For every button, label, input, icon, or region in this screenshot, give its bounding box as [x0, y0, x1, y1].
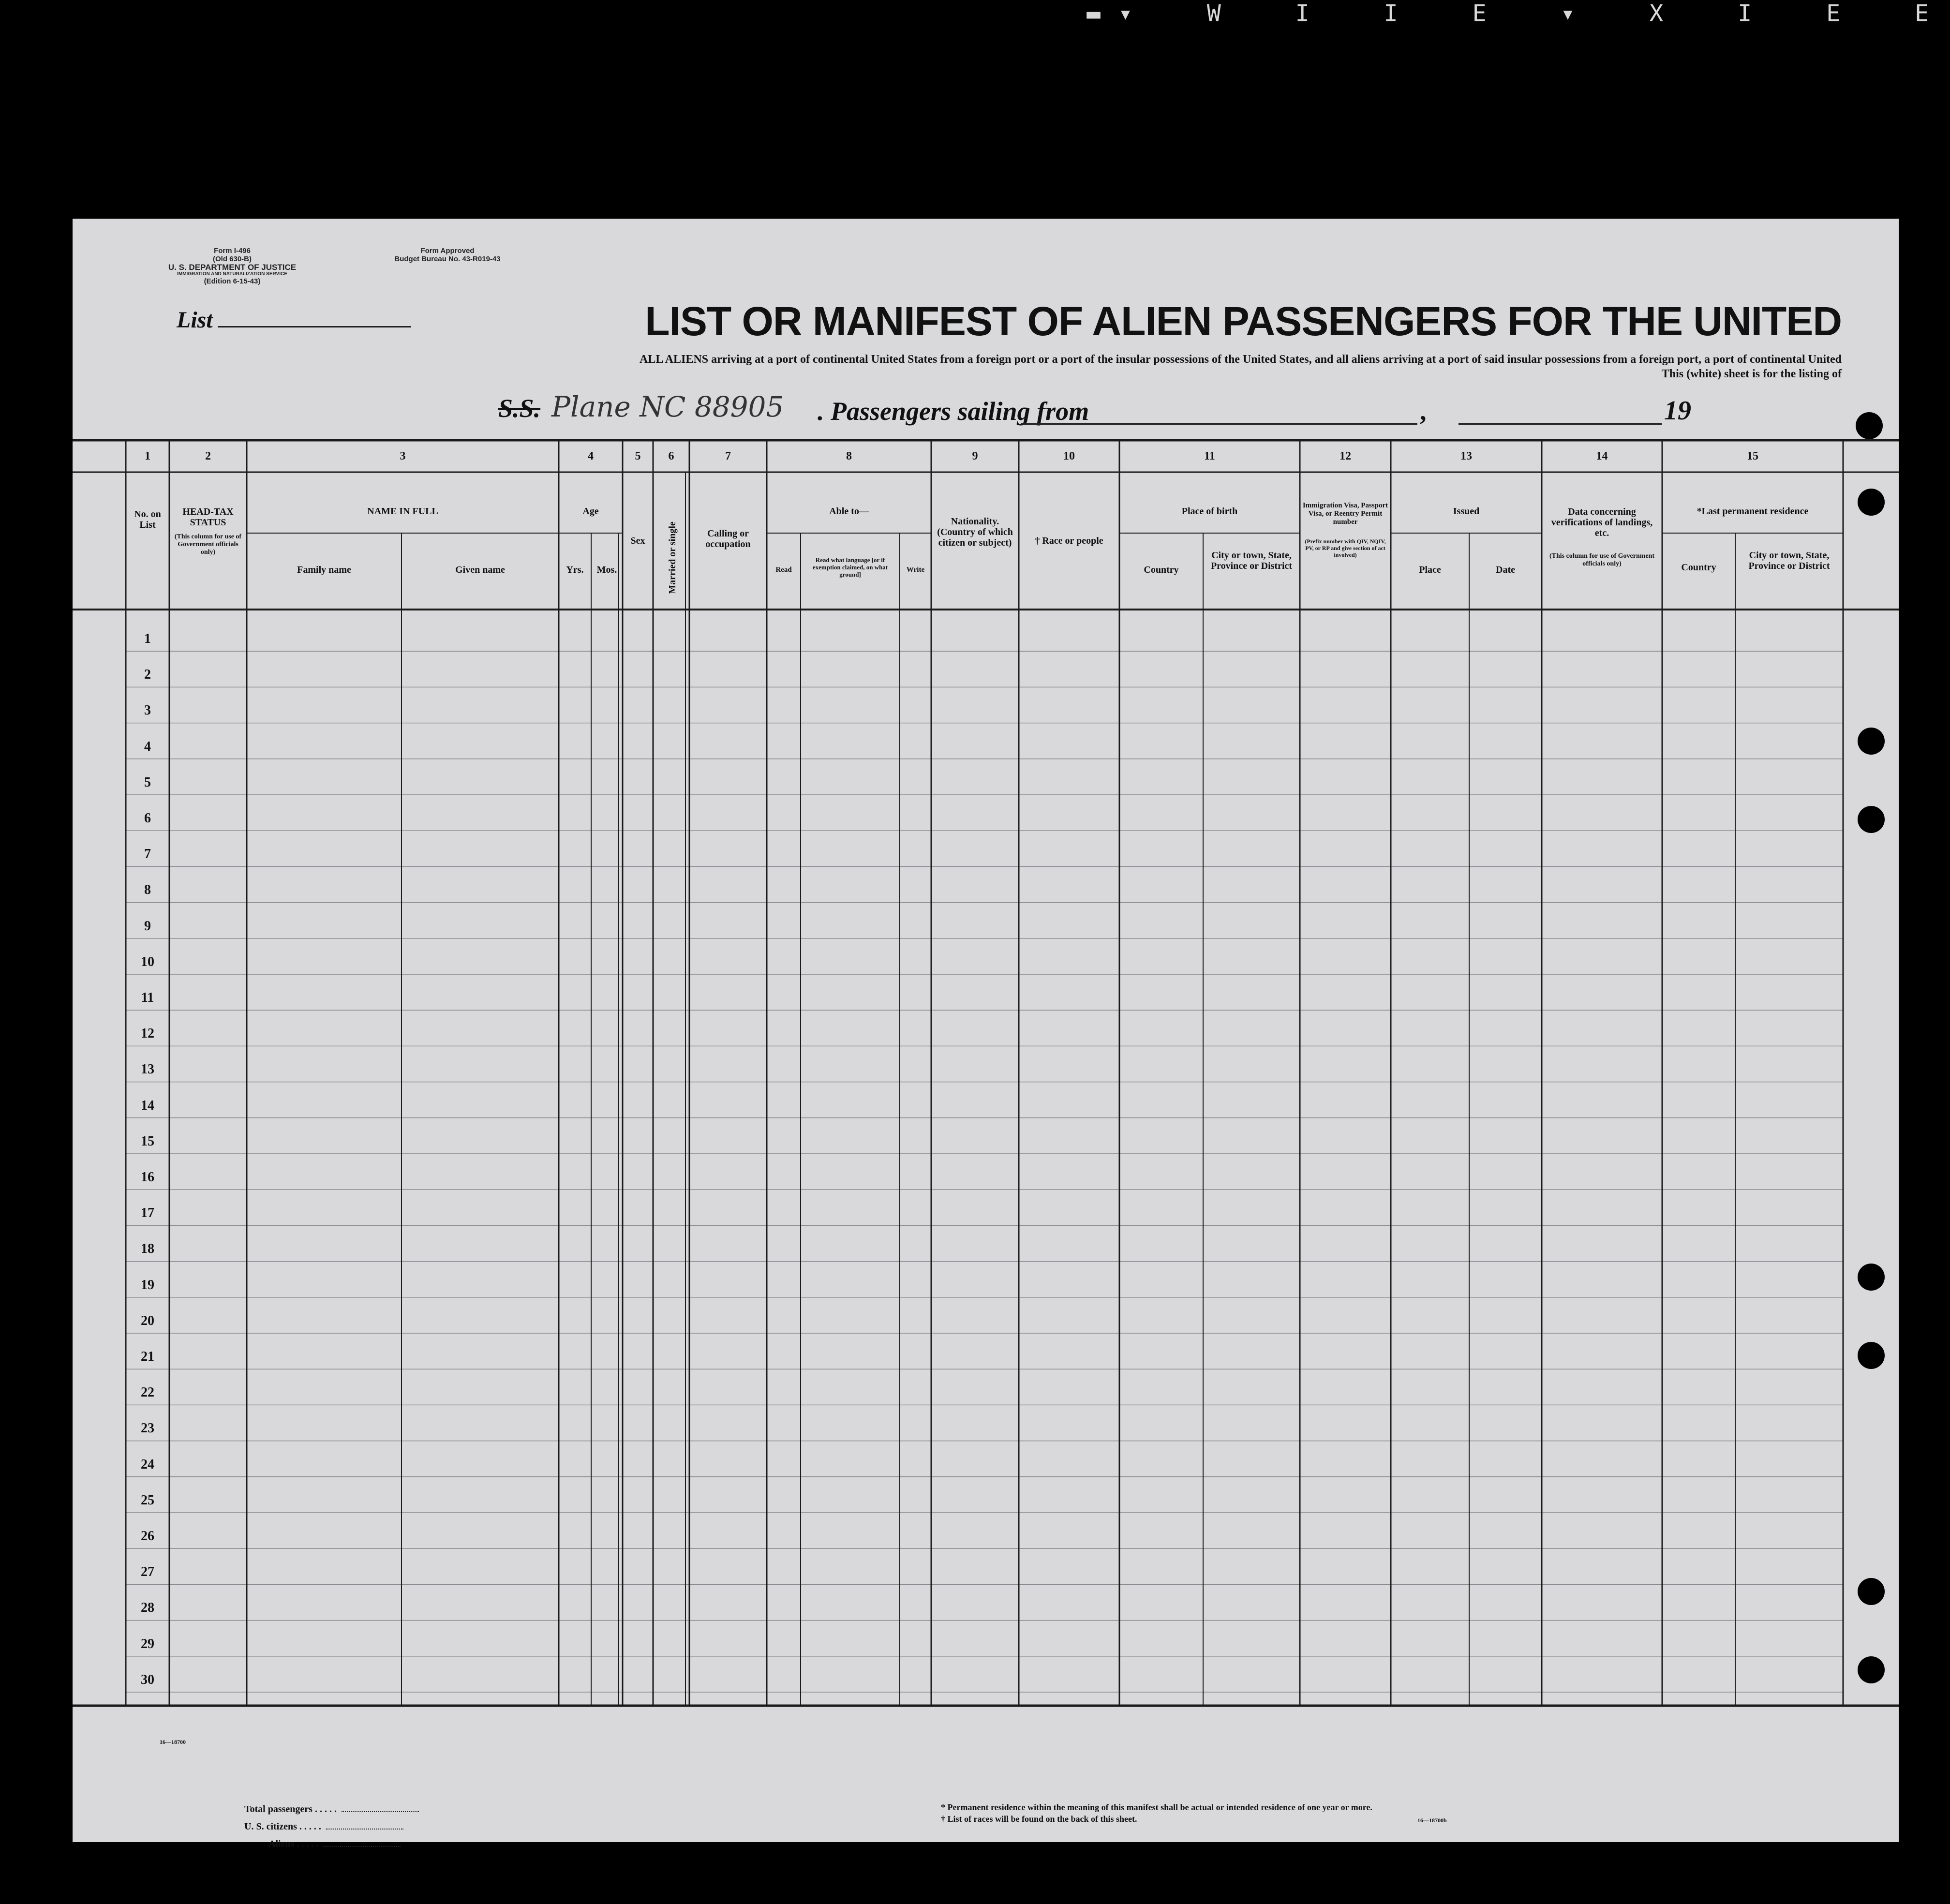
- binder-hole: [1858, 728, 1885, 755]
- film-mark: I: [1295, 0, 1311, 27]
- comma: ,: [1420, 397, 1427, 426]
- us-citizens-label: U. S. citizens: [244, 1821, 297, 1832]
- row-number: 15: [141, 1133, 154, 1149]
- film-mark: E: [1826, 0, 1843, 27]
- column-number-15: 15: [1747, 450, 1758, 462]
- page-title: LIST OR MANIFEST OF ALIEN PASSENGERS FOR THE UNITED: [645, 298, 1842, 344]
- binder-hole: [1858, 1264, 1885, 1291]
- film-mark: W: [1206, 0, 1223, 27]
- aliens-label: Aliens: [268, 1839, 295, 1849]
- row-number: 6: [144, 811, 151, 826]
- us-citizens-line: [326, 1829, 403, 1830]
- totals-block: Total passengers . . . . . U. S. citizens . . . . . Aliens . . . . .: [244, 1800, 419, 1853]
- col-4-months: Mos.: [596, 565, 617, 575]
- department-name: U. S. DEPARTMENT OF JUSTICE: [168, 263, 297, 272]
- binder-hole: [1858, 1578, 1885, 1605]
- col-11-city: City or town, State, Province or District: [1210, 550, 1293, 571]
- column-number-9: 9: [972, 450, 978, 462]
- row-number: 19: [141, 1277, 154, 1293]
- form-number: Form I-496: [214, 247, 251, 255]
- column-number-2: 2: [205, 450, 211, 462]
- film-mark: I: [1738, 0, 1754, 27]
- row-number: 9: [144, 918, 151, 934]
- col-2-note: (This column for use of Government officials only): [174, 533, 242, 556]
- column-number-8: 8: [846, 450, 852, 462]
- col-11-country: Country: [1144, 565, 1179, 575]
- aliens-line: [323, 1846, 401, 1847]
- col-8-language: Read what language [or if exemption claimed, on what ground]: [812, 556, 888, 578]
- col-13-heading: Issued: [1453, 506, 1480, 517]
- col-10-heading: † Race or people: [1035, 536, 1103, 546]
- footnotes: [941, 1801, 1372, 1825]
- column-number-1: 1: [145, 450, 150, 462]
- service-name: IMMIGRATION AND NATURALIZATION SERVICE: [177, 271, 287, 277]
- col-15-heading: *Last permanent residence: [1697, 506, 1809, 517]
- col-13-place: Place: [1419, 565, 1441, 575]
- film-mark: E: [1472, 0, 1489, 27]
- col-5-heading: Sex: [630, 536, 645, 546]
- total-passengers-line: [342, 1811, 419, 1812]
- film-mark: I: [1384, 0, 1400, 27]
- row-number: 23: [141, 1421, 154, 1436]
- column-number-13: 13: [1460, 450, 1472, 462]
- row-number: 4: [144, 739, 151, 754]
- row-number: 22: [141, 1385, 154, 1400]
- row-number: 5: [144, 774, 151, 790]
- ship-handwritten: Plane NC 88905: [551, 390, 784, 423]
- edition-date: (Edition 6-15-43): [204, 277, 261, 285]
- col-2-heading: HEAD-TAX STATUS: [182, 506, 234, 528]
- ss-label: S.S.: [498, 394, 541, 423]
- col-8-heading: Able to—: [829, 506, 869, 517]
- row-number: 24: [141, 1457, 154, 1472]
- column-number-4: 4: [588, 450, 594, 462]
- column-number-11: 11: [1204, 450, 1215, 462]
- footnote-permanent: * Permanent residence within the meaning of this manifest shall be actual or intended residence of one year or more.: [941, 1802, 1372, 1812]
- col-9-heading: Nationality. (Country of which citizen or subject): [937, 516, 1013, 548]
- row-number: 20: [141, 1313, 154, 1328]
- column-number-6: 6: [668, 450, 674, 462]
- col-13-date: Date: [1496, 565, 1515, 575]
- row-number: 29: [141, 1636, 154, 1651]
- row-number: 11: [141, 990, 154, 1005]
- film-mark: ▬ ▾: [1087, 0, 1134, 27]
- subtitle-line-1: ALL ALIENS arriving at a port of continental United States from a foreign port or a port of the insular possessions of the United States, and all aliens arriving at a port of said insular possessions from a foreign port, a port of continental United: [640, 353, 1842, 366]
- row-number: 7: [144, 847, 151, 862]
- print-code-right: 16—18700b: [1417, 1817, 1447, 1824]
- col-15-country: Country: [1681, 562, 1716, 573]
- row-number: 30: [141, 1672, 154, 1687]
- col-11-heading: Place of birth: [1181, 506, 1238, 517]
- col-14-heading: Data concerning verifications of landings, etc.: [1551, 506, 1653, 538]
- col-15-city: City or town, State, Province or District: [1748, 550, 1830, 571]
- col-3-heading: NAME IN FULL: [367, 506, 438, 517]
- row-number: 3: [144, 703, 151, 718]
- film-mark: E: [1915, 0, 1931, 27]
- binder-hole: [1858, 489, 1885, 516]
- column-number-5: 5: [635, 450, 641, 462]
- old-form-number: (Old 630-B): [212, 255, 252, 263]
- print-code-left: 16—18700: [160, 1739, 186, 1745]
- col-6-heading: Married or single: [667, 521, 678, 594]
- binder-hole: [1858, 1342, 1885, 1369]
- column-number-3: 3: [400, 450, 406, 462]
- row-number: 26: [141, 1529, 154, 1544]
- row-number: 1: [144, 631, 151, 646]
- film-mark: ▾: [1561, 0, 1577, 27]
- binder-hole: [1856, 412, 1883, 439]
- row-number: 13: [141, 1062, 154, 1077]
- col-8-read: Read: [775, 566, 792, 574]
- col-12-note: (Prefix number with QIV, NQIV, PV, or RP and give section of act involved): [1305, 538, 1386, 558]
- col-3-given-name: Given name: [455, 565, 505, 575]
- col-4-heading: Age: [582, 506, 599, 517]
- col-8-write: Write: [906, 566, 925, 574]
- row-number: 28: [141, 1600, 154, 1616]
- manifest-sheet: [73, 219, 1899, 1849]
- column-number-12: 12: [1340, 450, 1351, 462]
- year-prefix: 19: [1664, 396, 1691, 426]
- col-3-family-name: Family name: [297, 565, 351, 575]
- total-passengers-label: Total passengers: [244, 1804, 313, 1815]
- row-number: 18: [141, 1241, 154, 1257]
- footnote-races: † List of races will be found on the back of this sheet.: [941, 1814, 1137, 1824]
- row-number: 12: [141, 1026, 154, 1041]
- col-7-heading: Calling or occupation: [705, 528, 751, 550]
- row-number: 17: [141, 1205, 154, 1221]
- budget-bureau: Budget Bureau No. 43-R019-43: [394, 255, 501, 263]
- film-edge-marks: [1087, 0, 1931, 27]
- row-number: 16: [141, 1170, 154, 1185]
- list-label: List: [177, 307, 213, 333]
- row-number: 27: [141, 1564, 154, 1580]
- column-number-14: 14: [1596, 450, 1608, 462]
- row-number: 2: [144, 667, 151, 683]
- row-number: 25: [141, 1492, 154, 1508]
- col-4-years: Yrs.: [566, 565, 584, 575]
- binder-hole: [1858, 1656, 1885, 1683]
- column-number-7: 7: [725, 450, 731, 462]
- form-approved: Form Approved: [420, 247, 475, 255]
- subtitle-line-2: This (white) sheet is for the listing of: [1661, 368, 1842, 380]
- row-number: 10: [141, 954, 154, 969]
- col-12-heading: Immigration Visa, Passport Visa, or Reentry Permit number: [1302, 502, 1388, 526]
- film-mark: X: [1649, 0, 1666, 27]
- row-number: 14: [141, 1098, 154, 1113]
- column-number-10: 10: [1063, 450, 1075, 462]
- row-number: 8: [144, 882, 151, 898]
- row-number: 21: [141, 1349, 154, 1364]
- col-14-note: (This column for use of Government officials only): [1549, 552, 1655, 567]
- col-1-heading: No. on List: [134, 509, 161, 530]
- binder-hole: [1858, 806, 1885, 833]
- sailing-from-label: . Passengers sailing from: [818, 397, 1089, 426]
